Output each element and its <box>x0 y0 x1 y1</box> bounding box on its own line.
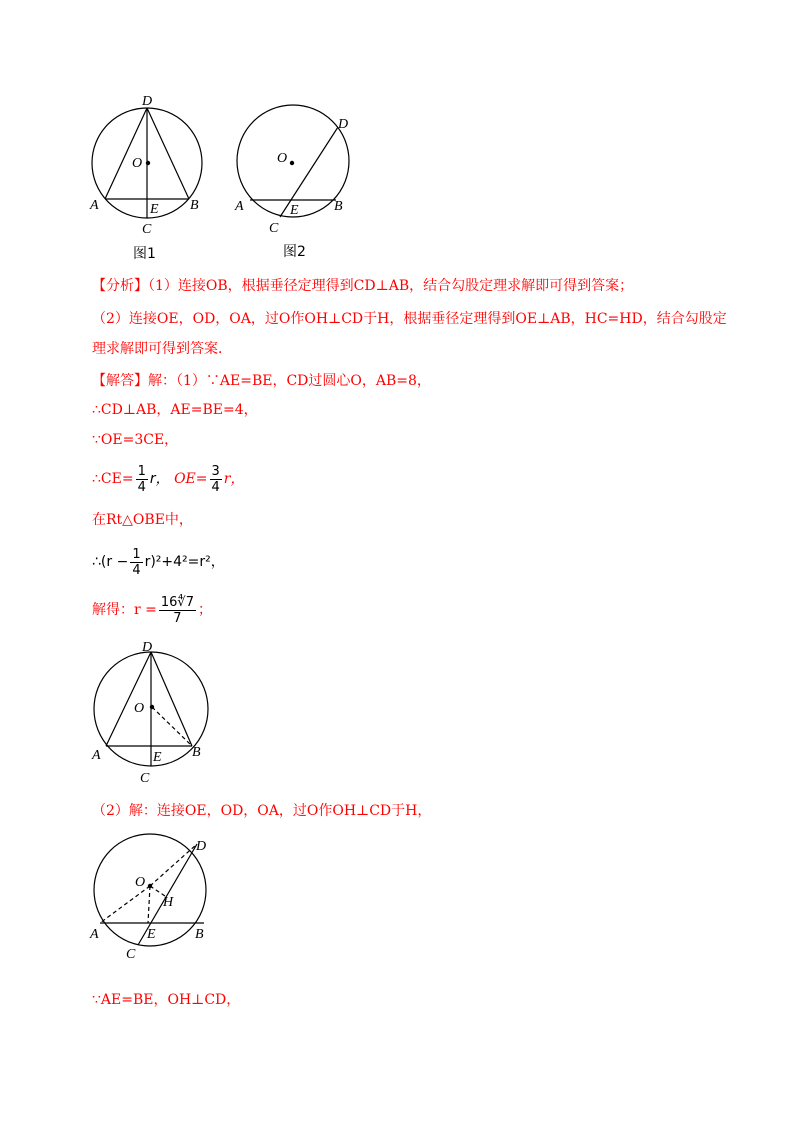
figure-1-caption: 图1 <box>133 246 156 262</box>
label-h: H <box>163 895 174 910</box>
step-6-suffix: r)²+4²=r²， <box>144 554 225 570</box>
step-7-suffix: ； <box>197 602 212 618</box>
solution-step-5: 在Rt△OBE中， <box>92 512 193 528</box>
label-b: B <box>190 198 199 213</box>
radius-symbol: r， <box>149 471 170 487</box>
dashed-oe <box>148 886 150 923</box>
label-o: O <box>135 875 146 890</box>
label-c: C <box>142 222 152 237</box>
fraction-three-quarters: $\frac{3}{4}$ <box>211 463 220 495</box>
figure-1 <box>80 90 220 265</box>
label-e: E <box>290 203 299 218</box>
analysis-line-2: （2）连接OE，OD，OA，过O作OH⊥CD于H，根据垂径定理得到OE⊥AB，HC=HD，结合勾股定 <box>92 311 727 327</box>
solution-step-7 <box>92 593 212 627</box>
solution-line-1: 【解答】解：（1）∵AE=BE，CD过圆心O，AB=8， <box>92 373 431 389</box>
label-c: C <box>126 947 136 962</box>
analysis-line-3: 理求解即可得到答案． <box>92 341 232 357</box>
fraction-one-quarter-2: $\frac{1}{4}$ <box>132 546 141 578</box>
label-e: E <box>150 202 159 217</box>
center-point <box>146 161 150 165</box>
label-e: E <box>153 750 162 765</box>
radius-symbol-red: r， <box>223 471 245 487</box>
label-b: B <box>334 199 343 214</box>
figure-3 <box>80 635 220 790</box>
label-a: A <box>235 199 244 214</box>
step-7-prefix: 解得：r = <box>92 602 157 618</box>
dashed-oa <box>100 886 150 923</box>
solution-step-4 <box>92 462 245 496</box>
center-point <box>148 884 152 888</box>
solution-step-2: ∴CD⊥AB，AE=BE=4， <box>92 402 258 418</box>
figure-2-caption: 图2 <box>283 244 306 260</box>
dashed-radius-ob <box>152 707 192 746</box>
figure-4 <box>80 828 225 968</box>
label-d: D <box>142 640 153 655</box>
label-o: O <box>277 151 288 166</box>
label-c: C <box>140 771 150 786</box>
label-b: B <box>192 745 201 760</box>
label-o: O <box>134 701 145 716</box>
fraction-one-quarter: $\frac{1}{4}$ <box>137 463 146 495</box>
triangle-side-bd <box>151 652 192 746</box>
label-o: O <box>132 156 143 171</box>
label-c: C <box>269 221 279 236</box>
center-point <box>150 705 154 709</box>
label-e: E <box>147 927 156 942</box>
radius-result-fraction: $\frac{16∜7}{7}$ <box>160 594 194 626</box>
label-b: B <box>195 927 204 942</box>
center-point <box>290 161 294 165</box>
label-d: D <box>142 94 153 109</box>
step-4-oe: OE= <box>174 471 208 487</box>
label-a: A <box>90 198 99 213</box>
solution-part-2: （2）解：连接OE，OD，OA，过O作OH⊥CD于H， <box>92 803 432 819</box>
label-a: A <box>90 927 99 942</box>
solution-step-6 <box>92 545 225 579</box>
figure-2 <box>225 90 365 265</box>
solution-step-3: ∵OE=3CE， <box>92 432 179 448</box>
analysis-line-1: 【分析】（1）连接OB，根据垂径定理得到CD⊥AB，结合勾股定理求解即可得到答案； <box>92 278 634 294</box>
step-4-prefix: ∴CE= <box>92 471 134 487</box>
label-d: D <box>196 839 207 854</box>
label-d: D <box>338 117 349 132</box>
solution-final-line: ∵AE=BE，OH⊥CD， <box>92 992 241 1008</box>
label-a: A <box>92 748 101 763</box>
step-6-prefix: ∴(r − <box>92 554 129 570</box>
